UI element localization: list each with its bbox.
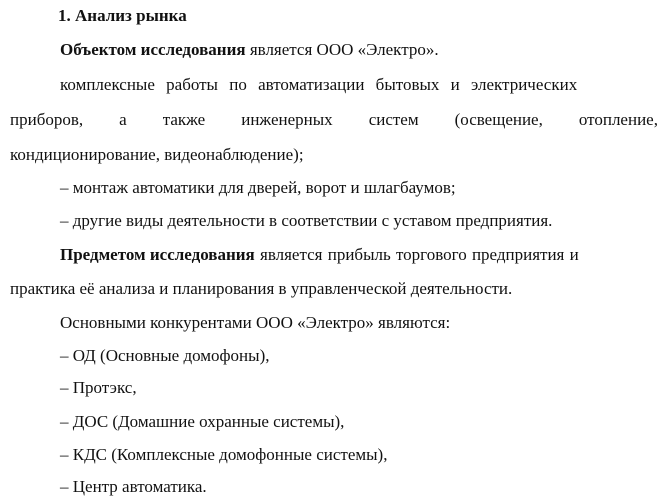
competitor-item: – КДС (Комплексные домофонные системы), xyxy=(60,445,388,464)
list-item: – монтаж автоматики для дверей, ворот и шлагбаумов; xyxy=(60,178,456,197)
activities-word: систем xyxy=(368,110,419,129)
activities-line-1 xyxy=(60,75,658,95)
activities-word: приборов, xyxy=(10,110,84,129)
competitor-item: – ОД (Основные домофоны), xyxy=(60,346,270,365)
activities-line-3: кондиционирование, видеонаблюдение); xyxy=(10,145,304,164)
research-subject-line-2: практика её анализа и планирования в управленческой деятельности. xyxy=(10,279,513,298)
research-subject-paragraph xyxy=(60,245,579,265)
research-object-term: Объектом исследования xyxy=(60,40,246,59)
research-subject-text: является прибыль торгового предприятия и xyxy=(254,245,579,264)
competitor-item: – Центр автоматика. xyxy=(60,477,207,496)
competitor-item: – ДОС (Домашние охранные системы), xyxy=(60,412,345,431)
activities-line-1-text: комплексные работы по автоматизации бытовых и электрических xyxy=(60,75,578,94)
activities-word: отопление, xyxy=(578,110,658,129)
research-subject-term: Предметом исследования xyxy=(60,245,255,264)
activities-word: а xyxy=(119,110,127,129)
research-object-text: является ООО «Электро». xyxy=(245,40,439,59)
activities-line-2 xyxy=(10,110,658,130)
section-heading: 1. Анализ рынка xyxy=(58,6,187,25)
competitor-item: – Протэкс, xyxy=(60,378,137,397)
activities-word: также xyxy=(162,110,206,129)
list-item: – другие виды деятельности в соответствии с уставом предприятия. xyxy=(60,211,553,230)
research-object-paragraph xyxy=(60,40,439,60)
activities-word: инженерных xyxy=(241,110,333,129)
activities-word: (освещение, xyxy=(454,110,543,129)
competitors-intro: Основными конкурентами ООО «Электро» являются: xyxy=(60,313,451,332)
